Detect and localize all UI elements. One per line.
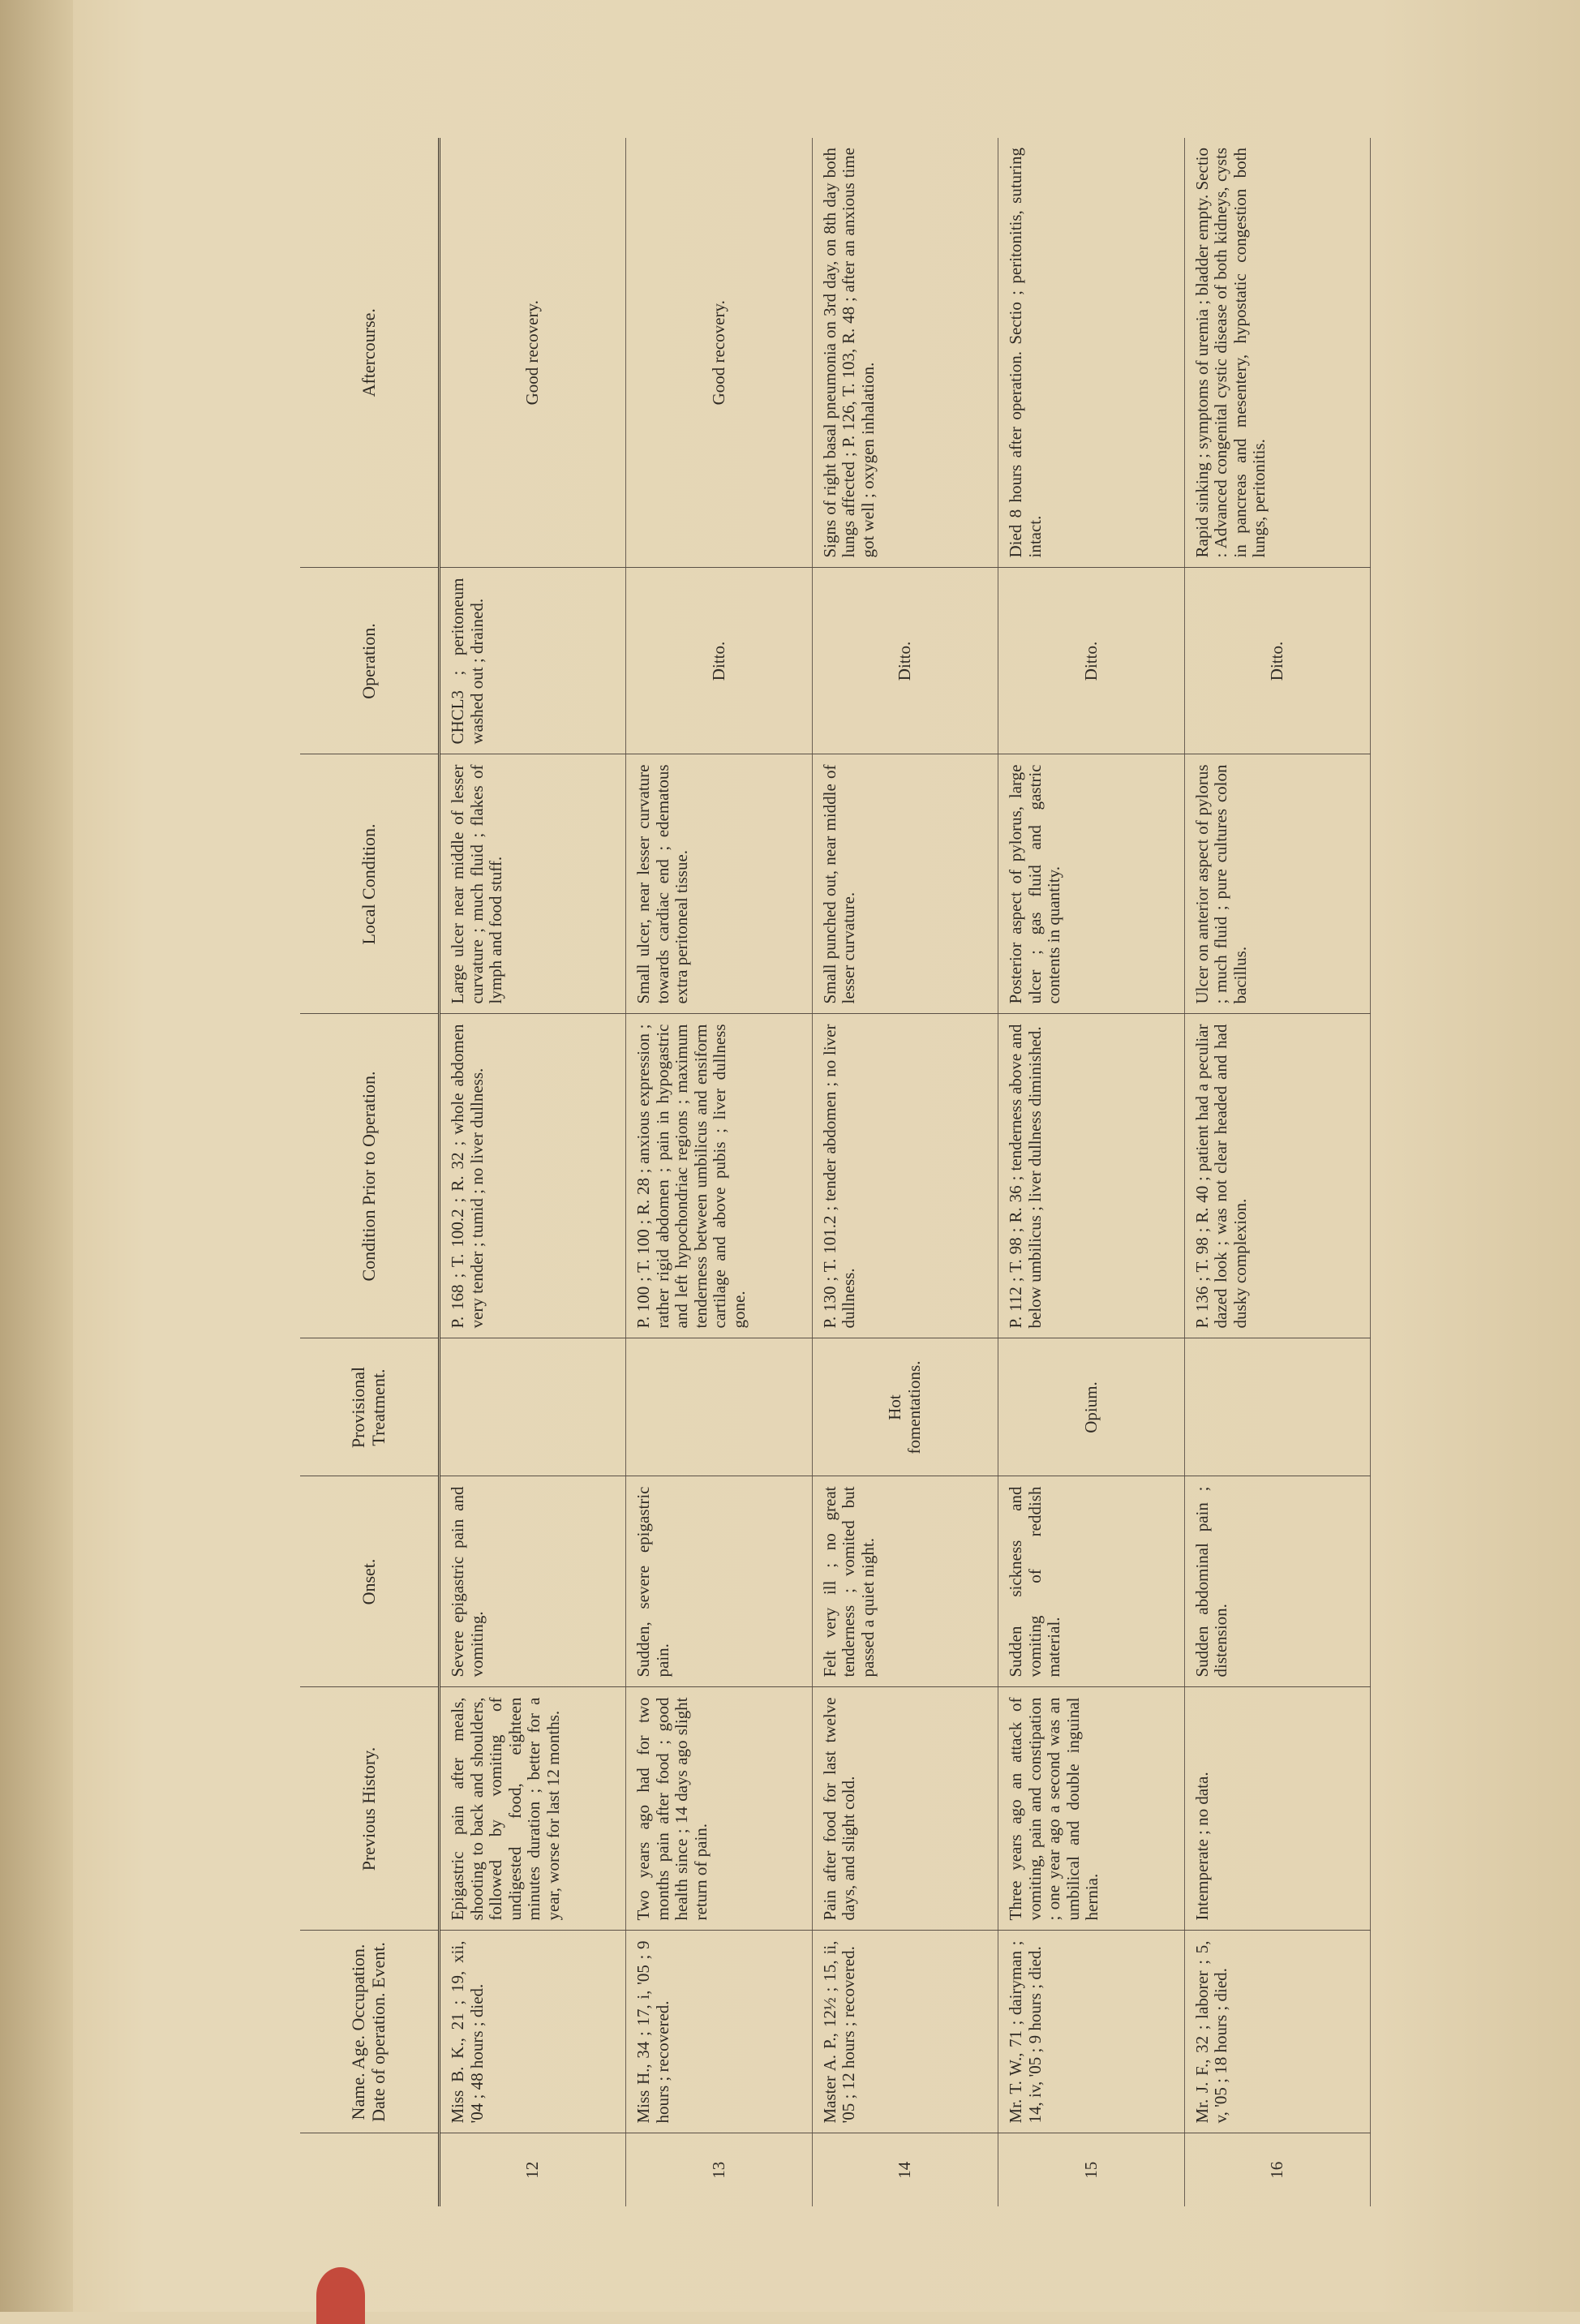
case-treatment [440,1338,626,1476]
case-local: Small punched out, near middle of lesser curvature. [812,754,998,1014]
case-aftercourse: Died 8 hours after operation. Sectio ; peritonitis, suturing intact. [998,138,1184,568]
case-number: 16 [1267,2161,1287,2179]
case-operation: Ditto. [626,568,812,754]
case-operation: Ditto. [998,568,1184,754]
case-onset: Severe epigastric pain and vomiting. [440,1476,626,1687]
header-condition: Condition Prior to Operation. [300,1014,440,1338]
case-condition: P. 100 ; T. 100 ; R. 28 ; anxious expression ; rather rigid abdomen ; pain in hypogastric and left hypochondriac regions ; maximum tenderness between umbilicus and ensiform cartilage and above pubis ; liver dullness gone. [626,1014,812,1338]
case-condition: P. 136 ; T. 98 ; R. 40 ; patient had a peculiar dazed look ; was not clear headed and had dusky complexion. [1184,1014,1370,1338]
header-onset: Onset. [300,1476,440,1687]
header-num [300,2133,440,2206]
case-onset: Sudden, severe epigastric pain. [626,1476,812,1687]
case-operation: CHCL3 ; peritoneum washed out ; drained. [440,568,626,754]
case-onset: Sudden sickness and vomiting of reddish material. [998,1476,1184,1687]
case-number: 15 [1080,2161,1101,2179]
case-local: Posterior aspect of pylorus, large ulcer ; gas fluid and gastric contents in quantity. [998,754,1184,1014]
case-number: 13 [708,2161,728,2179]
case-onset: Sudden abdominal pain ; distension. [1184,1476,1370,1687]
case-onset: Felt very ill ; no great tenderness ; vomited but passed a quiet night. [812,1476,998,1687]
table-row [812,138,998,2206]
case-table [300,138,1371,2206]
case-name: Mr. J. F., 32 ; laborer ; 5, v, '05 ; 18 hours ; died. [1184,1931,1370,2133]
case-aftercourse: Good recovery. [626,138,812,568]
case-history: Pain after food for last twelve days, and slight cold. [812,1687,998,1931]
case-local: Small ulcer, near lesser curvature towards cardiac end ; edematous extra peritoneal tissue. [626,754,812,1014]
case-name: Master A. P., 12½ ; 15, ii, '05 ; 12 hours ; recovered. [812,1931,998,2133]
case-treatment [626,1338,812,1476]
case-aftercourse: Rapid sinking ; symptoms of uremia ; bladder empty. Sectio : Advanced congenital cystic disease of both kidneys, cysts in pancreas and mesentery, hypostatic congestion both lungs, peritonitis. [1184,138,1370,568]
table-row [440,138,626,2206]
case-history: Three years ago an attack of vomiting, pain and constipation ; one year ago a second was an umbilical and double inguinal hernia. [998,1687,1184,1931]
case-table-rotated [300,138,1371,2206]
case-operation: Ditto. [812,568,998,754]
header-operation: Operation. [300,568,440,754]
binding-gutter [0,0,73,2312]
case-local: Large ulcer near middle of lesser curvature ; much fluid ; flakes of lymph and food stuff. [440,754,626,1014]
case-condition: P. 130 ; T. 101.2 ; tender abdomen ; no liver dullness. [812,1014,998,1338]
case-condition: P. 112 ; T. 98 ; R. 36 ; tenderness above and below umbilicus ; liver dullness diminished. [998,1014,1184,1338]
case-condition: P. 168 ; T. 100.2 ; R. 32 ; whole abdomen very tender ; tumid ; no liver dullness. [440,1014,626,1338]
case-name: Miss B. K., 21 ; 19, xii, '04 ; 48 hours ; died. [440,1931,626,2133]
case-aftercourse: Good recovery. [440,138,626,568]
header-aftercourse: Aftercourse. [300,138,440,568]
case-number: 14 [895,2161,915,2179]
header-history: Previous History. [300,1687,440,1931]
table-row [1184,138,1370,2206]
case-number: 12 [522,2161,543,2179]
case-history: Intemperate ; no data. [1184,1687,1370,1931]
table-row [998,138,1184,2206]
header-local: Local Condition. [300,754,440,1014]
case-name: Miss H., 34 ; 17, i, '05 ; 9 hours ; recovered. [626,1931,812,2133]
case-treatment: Opium. [998,1338,1184,1476]
case-history: Two years ago had for two months pain after food ; good health since ; 14 days ago slight return of pain. [626,1687,812,1931]
header-name: Name. Age. Occupation. Date of operation. Event. [300,1931,440,2133]
case-treatment: Hot fomentations. [812,1338,998,1476]
case-history: Epigastric pain after meals, shooting to back and shoulders, followed by vomiting of undigested food, eighteen minutes duration ; better for a year, worse for last 12 months. [440,1687,626,1931]
case-operation: Ditto. [1184,568,1370,754]
case-name: Mr. T. W., 71 ; dairyman ; 14, iv, '05 ; 9 hours ; died. [998,1931,1184,2133]
case-aftercourse: Signs of right basal pneumonia on 3rd day, on 8th day both lungs affected ; P. 126, T. 103, R. 48 ; after an anxious time got well ; oxygen inhalation. [812,138,998,568]
red-ink-mark [316,2267,365,2324]
case-local: Ulcer on anterior aspect of pylorus ; much fluid ; pure cultures colon bacillus. [1184,754,1370,1014]
table-row [626,138,812,2206]
header-treatment: Provisional Treatment. [300,1338,440,1476]
case-treatment [1184,1338,1370,1476]
header-row [300,138,440,2206]
